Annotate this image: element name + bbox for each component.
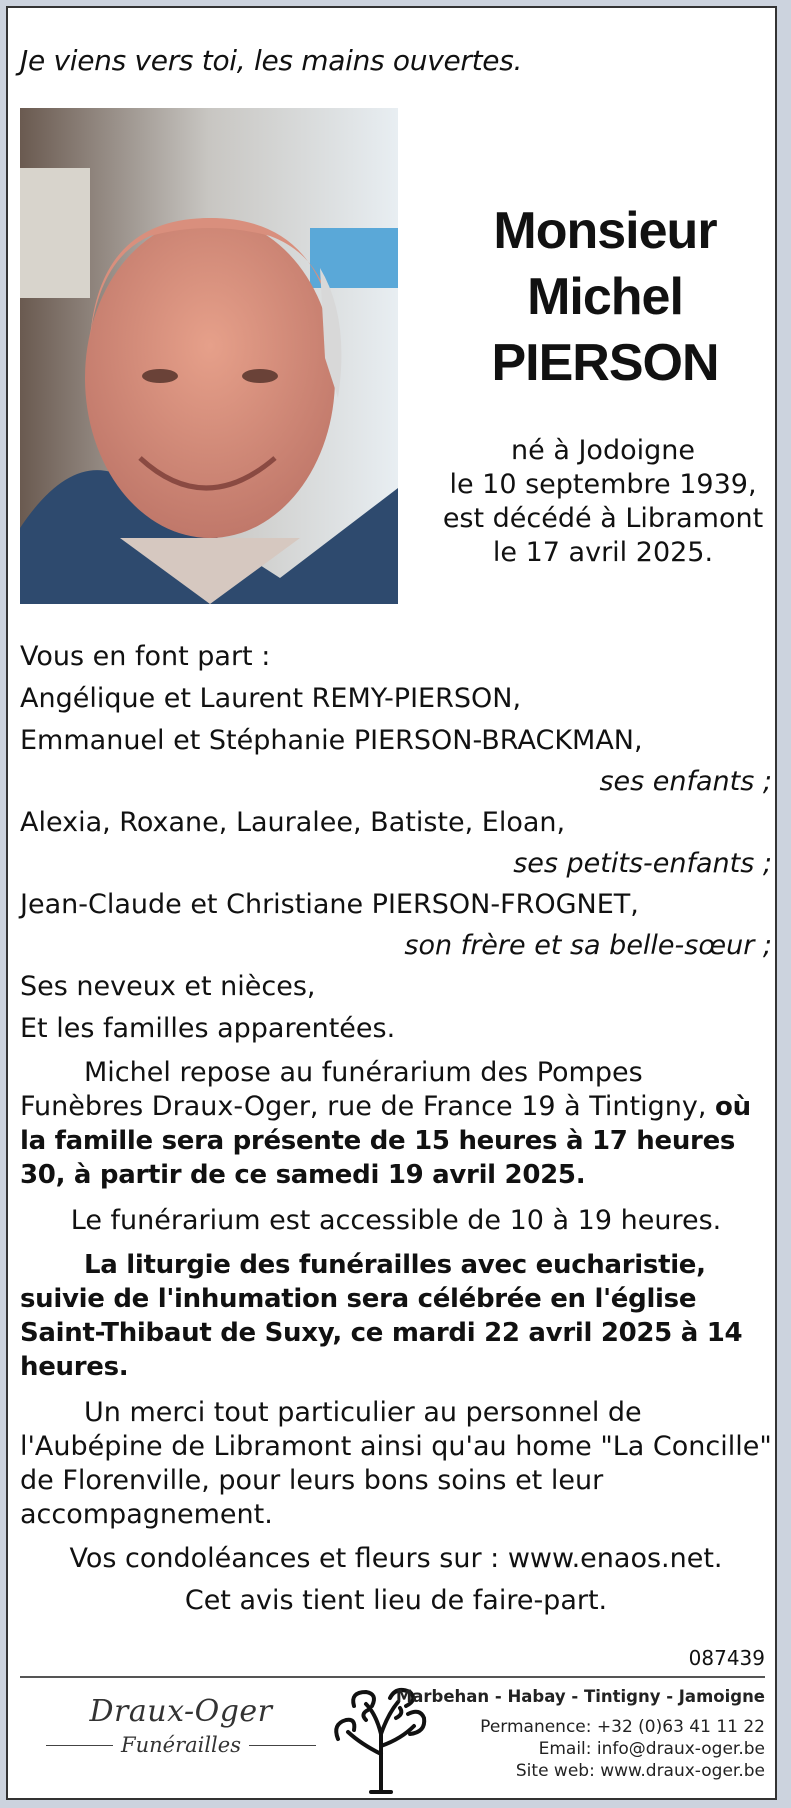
sibling-relation: son frère et sa belle-sœur ; — [404, 930, 772, 961]
bio-birth-place: né à Jodoigne — [511, 435, 695, 466]
families-line: Et les familles apparentées. — [20, 1013, 396, 1044]
funeral-home-tagline: Funérailles — [121, 1733, 241, 1757]
rest-paragraph — [20, 1056, 772, 1192]
grandchildren-line: Alexia, Roxane, Lauralee, Batiste, Eloan, — [20, 807, 566, 838]
funeral-home-email: Email: info@draux-oger.be — [538, 1739, 765, 1759]
child-line: Emmanuel et Stéphanie PIERSON-BRACKMAN, — [20, 725, 643, 756]
announcement-body — [20, 636, 772, 1622]
deceased-last-name: PIERSON — [491, 334, 719, 392]
reference-number: 087439 — [688, 1646, 765, 1670]
deceased-first-name: Michel — [527, 268, 683, 326]
liturgy-paragraph: La liturgie des funérailles avec eucharistie, suivie de l'inhumation sera célébrée en l'église Saint-Thibaut de Suxy, ce mardi 22 avril 2025 à 14 heures. — [20, 1250, 743, 1382]
thanks-paragraph: Un merci tout particulier au personnel de l'Aubépine de Libramont ainsi qu'au home "La Concille" de Florenville, pour leurs bons soins et leur accompagnement. — [20, 1397, 772, 1530]
portrait-image — [20, 108, 398, 604]
bio-block — [418, 434, 788, 570]
funeral-home-phone: Permanence: +32 (0)63 41 11 22 — [480, 1717, 765, 1737]
obituary-page — [6, 6, 777, 1800]
child-line: Angélique et Laurent REMY-PIERSON, — [20, 683, 522, 714]
funeral-home-name: Draux-Oger — [89, 1694, 273, 1729]
notice-line: Cet avis tient lieu de faire-part. — [184, 1585, 608, 1616]
verse: Je viens vers toi, les mains ouvertes. — [20, 44, 523, 77]
rest-text: Michel repose au funérarium des Pompes Funèbres Draux-Oger, rue de France 19 à Tintigny, — [20, 1057, 707, 1122]
sibling-line: Jean-Claude et Christiane PIERSON-FROGNET, — [20, 889, 639, 920]
bio-birth-date: le 10 septembre 1939, — [449, 469, 757, 500]
rest-bold-text: où la famille sera présente de 15 heures à 17 heures 30, à partir de ce samedi 19 avril 2025. — [20, 1092, 751, 1190]
funeral-home-logo — [46, 1694, 316, 1757]
deceased-name — [432, 198, 778, 396]
bio-death-date: le 17 avril 2025. — [492, 537, 714, 568]
deceased-title: Monsieur — [493, 202, 717, 260]
funeral-home-web: Site web: www.draux-oger.be — [515, 1761, 765, 1781]
portrait-photo — [20, 108, 398, 604]
access-line: Le funérarium est accessible de 10 à 19 heures. — [70, 1205, 722, 1236]
funeral-home-contact — [396, 1686, 765, 1782]
grandchildren-relation: ses petits-enfants ; — [513, 848, 772, 879]
tagline-rule-left — [46, 1745, 113, 1746]
announcement-intro: Vous en font part : — [20, 641, 271, 672]
funeral-home-tagline-row — [46, 1733, 316, 1757]
nephews-line: Ses neveux et nièces, — [20, 971, 316, 1002]
children-relation: ses enfants ; — [599, 766, 772, 797]
tagline-rule-right — [249, 1745, 316, 1746]
funeral-home-towns: Marbehan - Habay - Tintigny - Jamoigne — [395, 1687, 765, 1706]
footer-divider — [20, 1676, 765, 1678]
condolences-line: Vos condoléances et fleurs sur : www.enaos.net. — [69, 1543, 723, 1574]
bio-death-place: est décédé à Libramont — [442, 503, 764, 534]
